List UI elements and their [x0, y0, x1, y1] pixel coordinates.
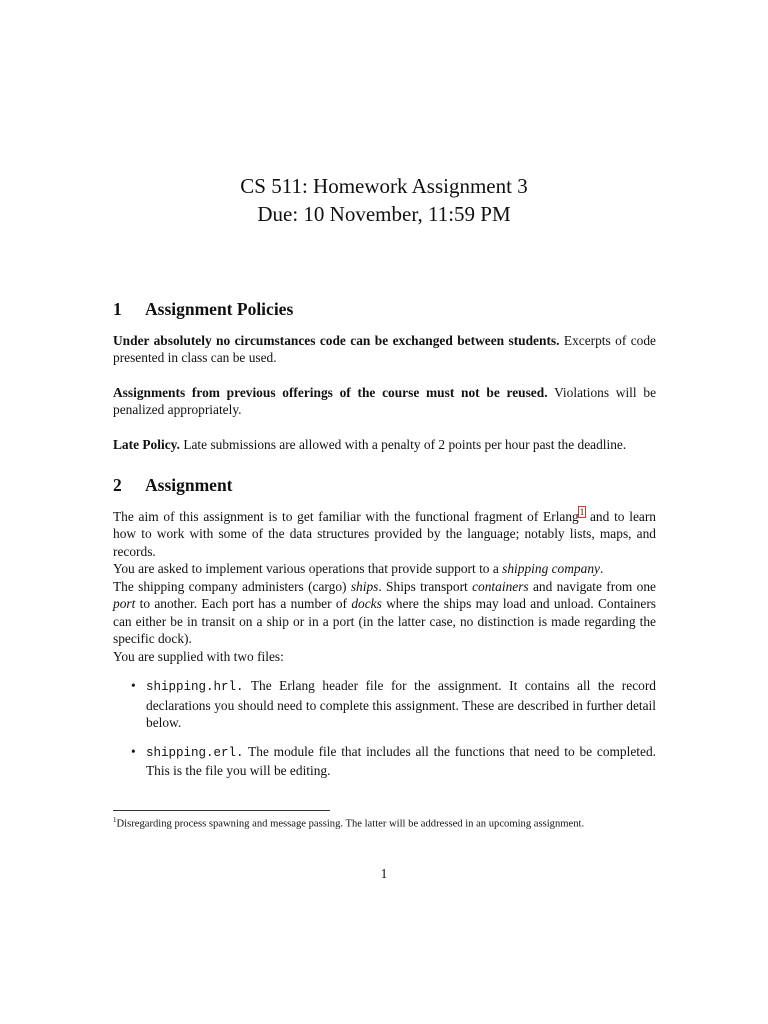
desc-text: . Ships transport: [378, 578, 473, 594]
document-body: [113, 301, 656, 791]
shipping-description-paragraph: [113, 578, 656, 648]
implementation-paragraph: [113, 560, 656, 578]
policy-bold-text: Assignments from previous offerings of the course must not be reused.: [113, 384, 548, 400]
assignment-aim-paragraph: [113, 508, 656, 561]
list-item: [131, 743, 656, 780]
impl-emphasis: shipping company: [502, 561, 600, 576]
desc-text: The shipping company administers (cargo): [113, 578, 351, 594]
policy-bold-text: Under absolutely no circumstances code can be exchanged between students.: [113, 332, 560, 348]
policy-paragraph-late: [113, 436, 656, 454]
page-number: 1: [380, 866, 388, 881]
section-title: Assignment: [145, 475, 233, 495]
section-heading-policies: [113, 301, 656, 319]
document-title: CS 511: Homework Assignment 3: [240, 174, 528, 198]
bullet-icon: •: [131, 743, 136, 759]
aim-text: and to learn how to work with some of the data structures provided by the language; notably lists, maps, and records.: [113, 508, 656, 559]
footnote-text: Disregarding process spawning and message passing. The latter will be addressed in an upcoming assignment.: [116, 818, 585, 830]
supplied-files-list: [113, 677, 656, 780]
section-number: 2: [113, 475, 122, 495]
desc-emphasis: containers: [472, 578, 529, 594]
policy-paragraph-reuse: [113, 384, 656, 419]
footnote: [113, 813, 656, 832]
desc-emphasis: docks: [351, 596, 382, 611]
policy-paragraph-exchange: [113, 332, 656, 367]
footnote-number: 1: [113, 816, 117, 824]
supplied-files-intro: You are supplied with two files:: [113, 648, 284, 664]
document-title-block: [0, 172, 768, 228]
bullet-icon: •: [131, 678, 136, 693]
file-name: shipping.hrl.: [146, 680, 244, 694]
policy-bold-text: Late Policy.: [113, 436, 180, 452]
file-description: The Erlang header file for the assignment. It contains all the record declarations you should need to complete this assignment. These are described in further detail below.: [146, 678, 656, 730]
desc-text: where the ships may load and unload. Containers can either be in transit on a ship or in a port (in the latter case, no distinction is made regarding the specific dock).: [113, 596, 656, 646]
desc-emphasis: port: [113, 596, 136, 611]
footnote-divider: [113, 810, 330, 811]
file-description: The module file that includes all the functions that need to be completed. This is the file you will be editing.: [146, 743, 656, 778]
policy-text: Late submissions are allowed with a penalty of 2 points per hour past the deadline.: [183, 436, 627, 452]
aim-text: The aim of this assignment is to get familiar with the functional fragment of Erlang: [113, 508, 579, 524]
section-title: Assignment Policies: [145, 299, 294, 319]
impl-text: You are asked to implement various operations that provide support to a: [113, 561, 503, 576]
policy-text: Excerpts of code presented in class can be used.: [113, 332, 656, 365]
section-number: 1: [113, 299, 122, 319]
file-name: shipping.erl.: [146, 745, 244, 760]
impl-text: .: [599, 561, 604, 576]
policy-text: Violations will be penalized appropriately.: [113, 384, 657, 417]
section-heading-assignment: [113, 477, 656, 495]
desc-text: and navigate from one: [528, 578, 656, 594]
desc-emphasis: ships: [350, 578, 379, 594]
list-item: [131, 677, 656, 732]
due-date: Due: 10 November, 11:59 PM: [257, 202, 511, 226]
desc-text: to another. Each port has a number of: [135, 596, 352, 611]
footnote-link[interactable]: 1: [579, 507, 585, 518]
